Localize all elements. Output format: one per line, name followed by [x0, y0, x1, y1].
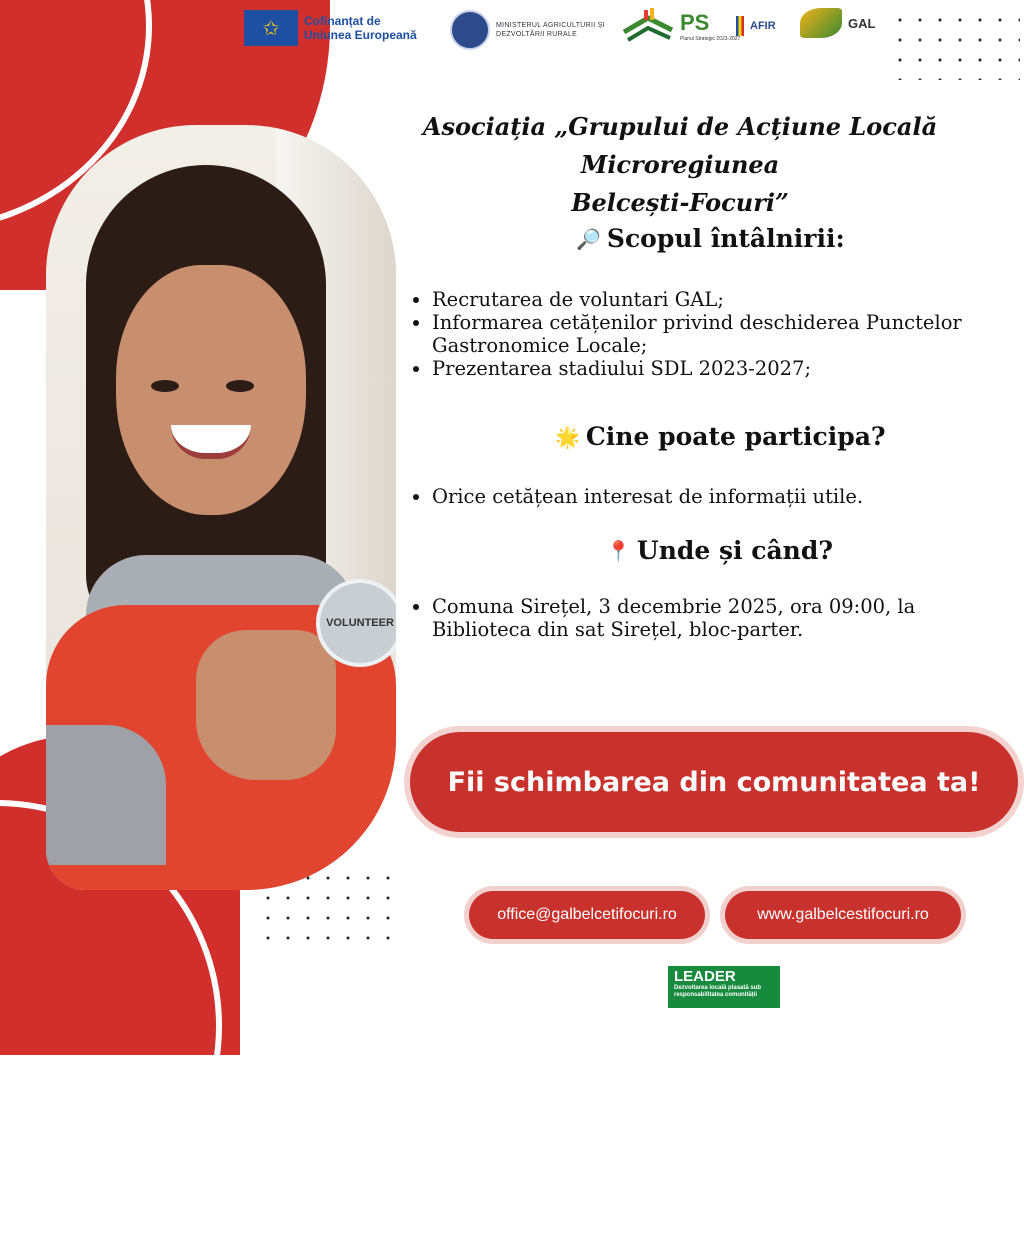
where-list [410, 595, 992, 641]
eu-logo [244, 10, 417, 46]
ministry-line2: DEZVOLTĂRII RURALE [496, 31, 578, 38]
website-link[interactable]: www.galbelcestifocuri.ro [725, 891, 961, 939]
scope-list [410, 288, 1024, 380]
ps-logo-text: PS [680, 10, 710, 35]
title-line2: Belcești-Focuri” [571, 188, 789, 217]
list-item: • Orice cetățean interesat de informații utile. [432, 485, 1024, 508]
organization-title [345, 108, 1015, 222]
scope-heading-text: Scopul întâlnirii: [606, 224, 845, 253]
magnifier-icon: 🔎 [576, 226, 601, 251]
flag-icon [736, 16, 744, 36]
eu-logo-line1: Cofinanțat de [304, 14, 381, 28]
list-item: • Prezentarea stadiului SDL 2023-2027; [432, 357, 1024, 380]
list-item: • Recrutarea de voluntari GAL; [432, 288, 1024, 311]
government-seal-icon [450, 10, 490, 50]
gal-leaf-icon [800, 8, 842, 38]
eu-logo-line2: Uniunea Europeană [304, 28, 417, 42]
ps-logo [622, 8, 740, 44]
list-item: • Informarea cetățenilor privind deschiderea Punctelor Gastronomice Locale; [432, 311, 1024, 357]
volunteer-badge: VOLUNTEER [316, 579, 396, 667]
gal-logo [800, 8, 875, 38]
star-icon: 🌟 [555, 424, 580, 449]
cta-button[interactable]: Fii schimbarea din comunitatea ta! [410, 732, 1018, 832]
list-item: • Comuna Sirețel, 3 decembrie 2025, ora 09:00, la Biblioteca din sat Sirețel, bloc-parter. [432, 595, 992, 641]
ps-logo-subtitle: Planul Strategic 2023-2027 [680, 36, 741, 42]
eu-flag-icon: ✩ [244, 10, 298, 46]
where-heading [606, 536, 833, 565]
leader-subtitle: Dezvoltarea locală plasată sub responsabilitatea comunității [674, 985, 762, 998]
ministry-logo [450, 10, 605, 50]
scope-heading [576, 224, 845, 253]
title-line1: Asociația „Grupului de Acțiune Locală Microregiunea [422, 112, 938, 179]
email-link[interactable]: office@galbelcetifocuri.ro [469, 891, 705, 939]
leader-title: LEADER [674, 968, 736, 985]
pin-icon: 📍 [606, 538, 631, 563]
who-heading [555, 422, 886, 451]
volunteer-photo [46, 125, 396, 890]
ps-stripes-icon [622, 8, 674, 44]
who-list [410, 485, 1024, 508]
leader-logo [668, 966, 780, 1008]
where-heading-text: Unde și când? [636, 536, 833, 565]
afir-logo [736, 16, 776, 36]
dot-pattern-top [890, 10, 1020, 80]
afir-logo-text: AFIR [750, 20, 776, 32]
gal-logo-text: GAL [848, 15, 876, 31]
ministry-line1: MINISTERUL AGRICULTURII ȘI [496, 22, 605, 29]
who-heading-text: Cine poate participa? [585, 422, 886, 451]
